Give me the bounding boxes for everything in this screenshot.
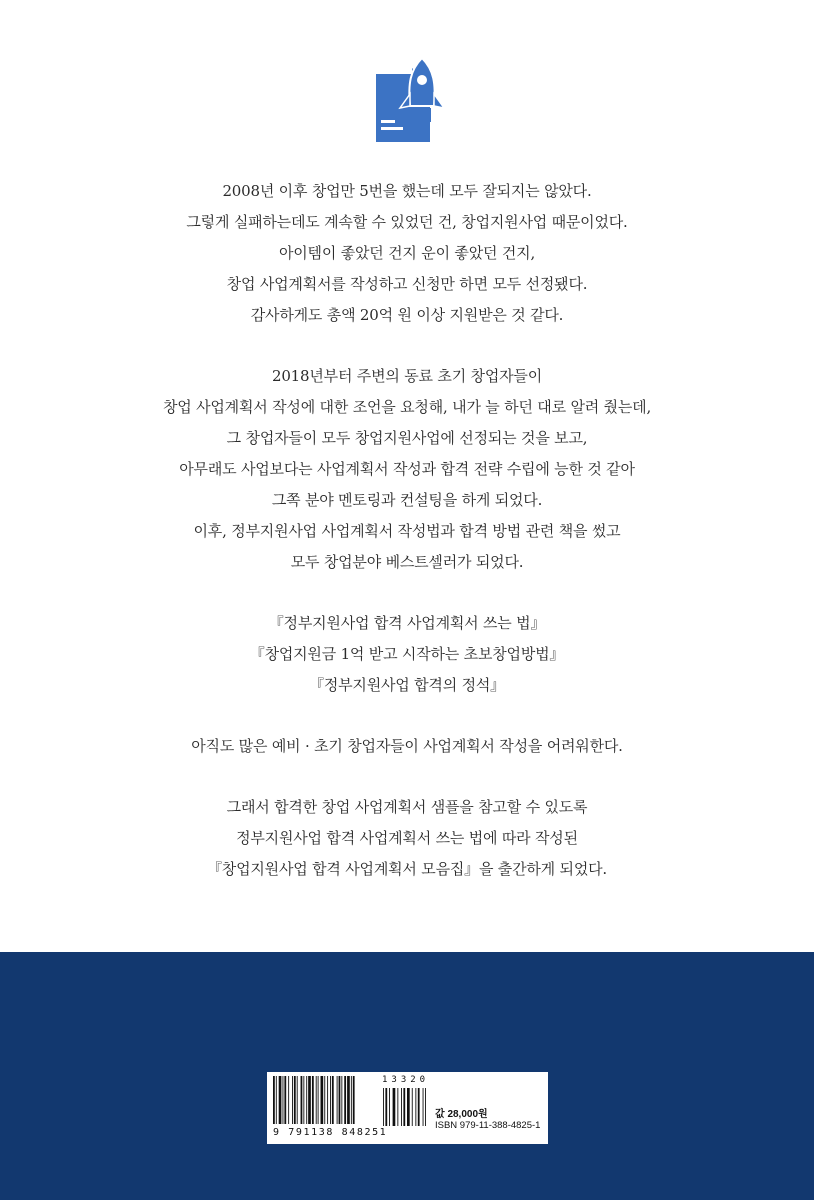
text-line: 2008년 이후 창업만 5번을 했는데 모두 잘되지는 않았다. [222, 182, 592, 200]
isbn-label: ISBN 979-11-388-4825-1 [435, 1120, 541, 1131]
text-line: 『창업지원사업 합격 사업계획서 모음집』을 출간하게 되었다. [207, 860, 607, 878]
text-line: 그렇게 실패하는데도 계속할 수 있었던 건, 창업지원사업 때문이었다. [186, 213, 628, 231]
paragraph-mentoring [0, 361, 814, 578]
text-line: 그 창업자들이 모두 창업지원사업에 선정되는 것을 보고, [226, 429, 588, 447]
text-line: 이후, 정부지원사업 사업계획서 작성법과 합격 방법 관련 책을 썼고 [193, 522, 621, 540]
text-line: 창업 사업계획서를 작성하고 신청만 하면 모두 선정됐다. [226, 275, 588, 293]
paragraph-publication [0, 792, 814, 885]
intro-text [0, 176, 814, 885]
text-line: 창업 사업계획서 작성에 대한 조언을 요청해, 내가 늘 하던 대로 알려 줬는데, [162, 398, 652, 416]
barcode-addon-digits: 13320 [382, 1075, 430, 1085]
text-line: 그쪽 분야 멘토링과 컨설팅을 하게 되었다. [271, 491, 543, 509]
paragraph-career [0, 176, 814, 331]
document-rocket-icon [372, 56, 452, 146]
text-line: 그래서 합격한 창업 사업계획서 샘플을 참고할 수 있도록 [226, 798, 588, 816]
text-line: 모두 창업분야 베스트셀러가 되었다. [290, 553, 524, 571]
text-line: 아무래도 사업보다는 사업계획서 작성과 합격 전략 수립에 능한 것 같아 [179, 460, 635, 478]
book-title: 『정부지원사업 합격 사업계획서 쓰는 법』 [268, 614, 546, 632]
barcode-isbn-digits: 9 791138 848251 [273, 1127, 388, 1138]
price-label: 값 28,000원 [435, 1109, 488, 1120]
text-line: 정부지원사업 합격 사업계획서 쓰는 법에 따라 작성된 [236, 829, 578, 847]
paragraph-difficulty [0, 731, 814, 762]
text-line: 아이템이 좋았던 건지 운이 좋았던 건지, [278, 244, 536, 262]
text-line: 아직도 많은 예비 · 초기 창업자들이 사업계획서 작성을 어려워한다. [191, 737, 623, 755]
book-title: 『정부지원사업 합격의 정석』 [309, 676, 505, 694]
barcode-label [267, 1072, 548, 1144]
paragraph-book-titles [0, 608, 814, 701]
text-line: 2018년부터 주변의 동료 초기 창업자들이 [272, 367, 542, 385]
book-title: 『창업지원금 1억 받고 시작하는 초보창업방법』 [249, 645, 565, 663]
text-line: 감사하게도 총액 20억 원 이상 지원받은 것 같다. [250, 306, 564, 324]
